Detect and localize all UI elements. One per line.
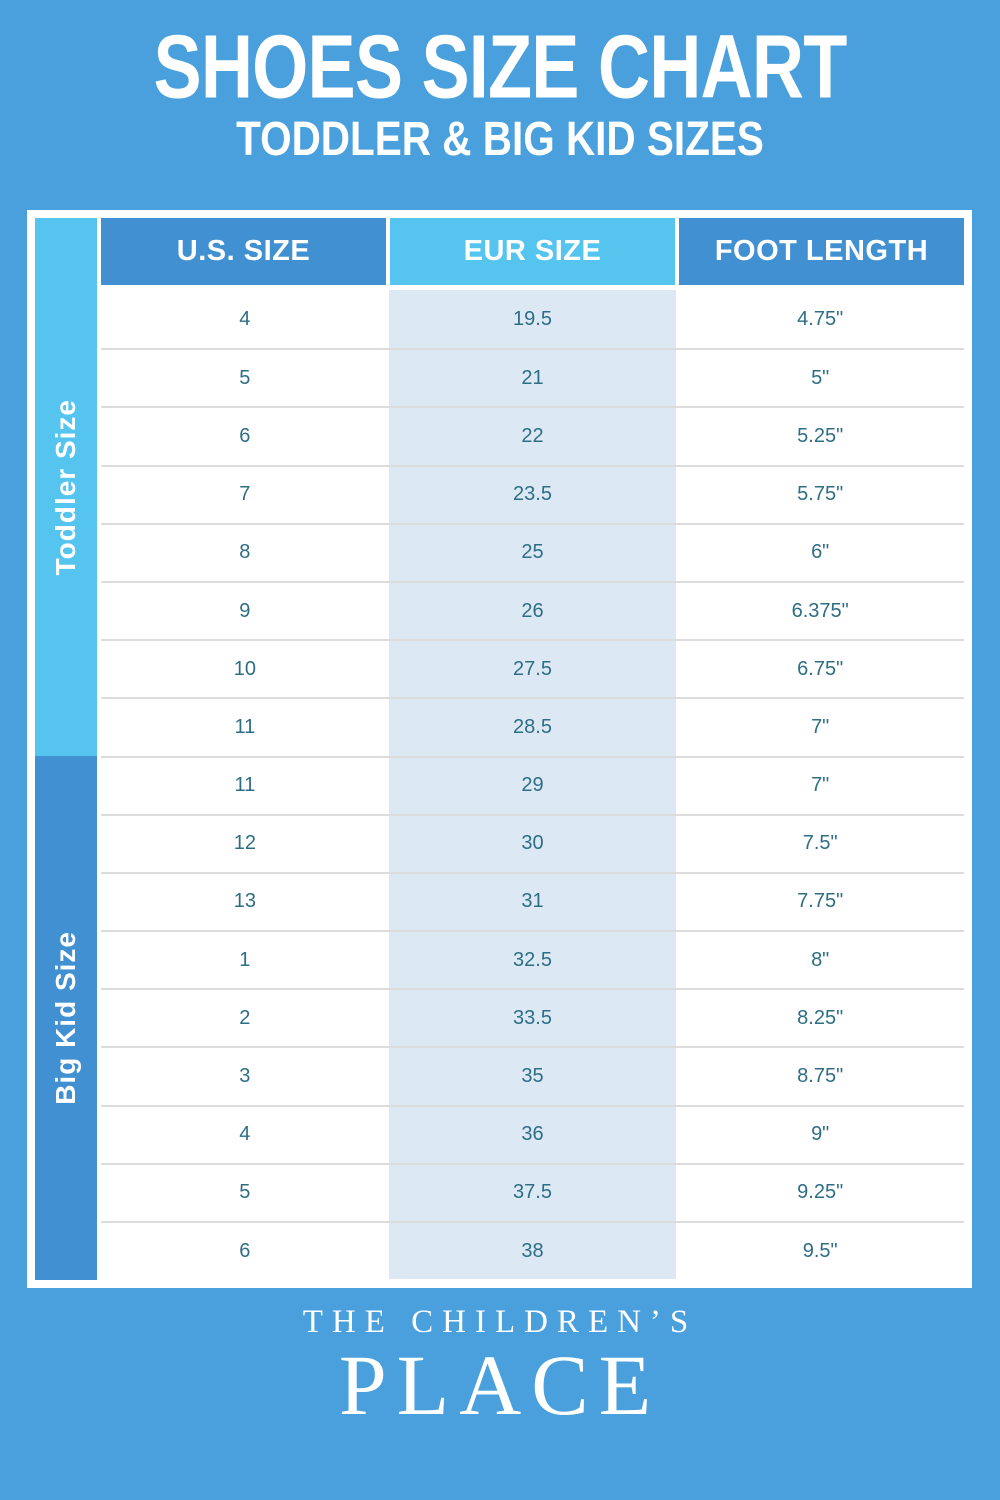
table-row <box>101 290 964 348</box>
table-row <box>101 988 964 1046</box>
us-size-cell: 13 <box>101 874 389 930</box>
us-size-cell: 4 <box>101 1107 389 1163</box>
table-header-row <box>101 218 964 285</box>
eur-size-cell: 36 <box>389 1107 677 1163</box>
eur-size-cell: 38 <box>389 1223 677 1279</box>
foot-length-cell: 6.75" <box>676 641 964 697</box>
table-row <box>101 872 964 930</box>
table-sidebar <box>35 218 97 1280</box>
us-size-cell: 9 <box>101 583 389 639</box>
eur-size-cell: 33.5 <box>389 990 677 1046</box>
header-cell-us-size: U.S. SIZE <box>101 218 386 285</box>
page-subtitle: TODDLER & BIG KID SIZES <box>236 110 764 166</box>
table-main-area <box>101 218 964 1280</box>
header-cell-eur-size: EUR SIZE <box>390 218 675 285</box>
table-row <box>101 1046 964 1104</box>
table-row <box>101 523 964 581</box>
table-row <box>101 814 964 872</box>
toddler-size-label: Toddler Size <box>50 398 81 576</box>
header-cell-foot-length: FOOT LENGTH <box>679 218 964 285</box>
us-size-cell: 8 <box>101 525 389 581</box>
us-size-cell: 12 <box>101 816 389 872</box>
table-row <box>101 697 964 755</box>
brand-name-top: THE CHILDREN’S <box>302 1304 698 1340</box>
table-row <box>101 756 964 814</box>
us-size-cell: 5 <box>101 350 389 406</box>
table-row <box>101 1221 964 1279</box>
table-row <box>101 348 964 406</box>
foot-length-cell: 6" <box>676 525 964 581</box>
eur-size-cell: 32.5 <box>389 932 677 988</box>
table-rows <box>101 290 964 1279</box>
page-title: SHOES SIZE CHART <box>153 16 847 118</box>
table-row <box>101 930 964 988</box>
table-row <box>101 639 964 697</box>
foot-length-cell: 7" <box>676 699 964 755</box>
foot-length-cell: 5.25" <box>676 408 964 464</box>
sidebar-section-bigkid <box>35 756 97 1280</box>
eur-size-cell: 37.5 <box>389 1165 677 1221</box>
brand-name-bottom: PLACE <box>338 1337 662 1434</box>
eur-size-cell: 26 <box>389 583 677 639</box>
us-size-cell: 7 <box>101 467 389 523</box>
us-size-cell: 3 <box>101 1048 389 1104</box>
table-row <box>101 406 964 464</box>
eur-size-cell: 22 <box>389 408 677 464</box>
foot-length-cell: 7" <box>676 758 964 814</box>
size-table-inner <box>35 218 964 1280</box>
us-size-cell: 4 <box>101 290 389 348</box>
us-size-cell: 6 <box>101 1223 389 1279</box>
big-kid-size-label: Big Kid Size <box>50 931 81 1105</box>
eur-size-cell: 23.5 <box>389 467 677 523</box>
table-row <box>101 1163 964 1221</box>
foot-length-cell: 7.5" <box>676 816 964 872</box>
table-row <box>101 465 964 523</box>
sidebar-section-toddler <box>35 218 97 756</box>
eur-size-cell: 21 <box>389 350 677 406</box>
eur-size-cell: 27.5 <box>389 641 677 697</box>
foot-length-cell: 4.75" <box>676 290 964 348</box>
table-row <box>101 581 964 639</box>
us-size-cell: 2 <box>101 990 389 1046</box>
foot-length-cell: 5.75" <box>676 467 964 523</box>
foot-length-cell: 5" <box>676 350 964 406</box>
us-size-cell: 1 <box>101 932 389 988</box>
eur-size-cell: 35 <box>389 1048 677 1104</box>
table-row <box>101 1105 964 1163</box>
eur-size-cell: 25 <box>389 525 677 581</box>
foot-length-cell: 8.75" <box>676 1048 964 1104</box>
foot-length-cell: 6.375" <box>676 583 964 639</box>
eur-size-cell: 19.5 <box>389 290 677 348</box>
foot-length-cell: 8" <box>676 932 964 988</box>
foot-length-cell: 9.5" <box>676 1223 964 1279</box>
foot-length-cell: 8.25" <box>676 990 964 1046</box>
eur-size-cell: 28.5 <box>389 699 677 755</box>
us-size-cell: 11 <box>101 699 389 755</box>
us-size-cell: 6 <box>101 408 389 464</box>
us-size-cell: 10 <box>101 641 389 697</box>
us-size-cell: 11 <box>101 758 389 814</box>
footer-logo <box>0 1290 1000 1500</box>
eur-size-cell: 29 <box>389 758 677 814</box>
us-size-cell: 5 <box>101 1165 389 1221</box>
eur-size-cell: 30 <box>389 816 677 872</box>
foot-length-cell: 9.25" <box>676 1165 964 1221</box>
foot-length-cell: 9" <box>676 1107 964 1163</box>
eur-size-cell: 31 <box>389 874 677 930</box>
size-table <box>27 210 972 1288</box>
foot-length-cell: 7.75" <box>676 874 964 930</box>
